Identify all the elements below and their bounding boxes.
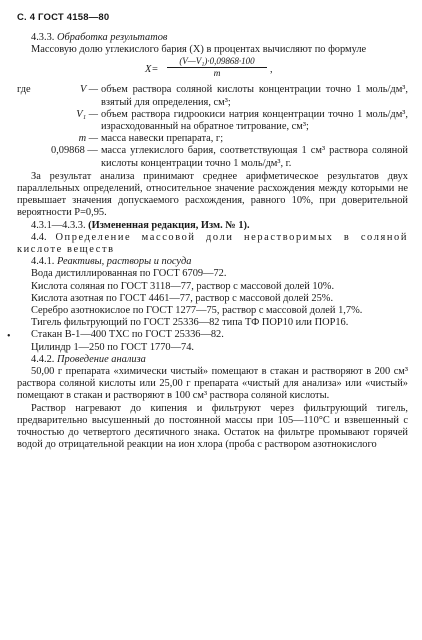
definition-symbol: m — bbox=[78, 133, 98, 145]
definition-row bbox=[17, 84, 408, 108]
definition-text: объем раствора соляной кислоты концентрации точно 1 моль/дм³, взятый для определения, см³; bbox=[101, 84, 408, 108]
reagent-item: Цилиндр 1—250 по ГОСТ 1770—74. bbox=[31, 341, 194, 353]
reagent-item: Тигель фильтрующий по ГОСТ 25336—82 типа ТФ ПОР10 или ПОР16. bbox=[31, 317, 349, 329]
definition-row bbox=[17, 109, 408, 133]
section-number: 4.4.1. bbox=[31, 256, 55, 268]
reagent-item: Стакан В-1—400 ТХС по ГОСТ 25336—82. bbox=[31, 329, 224, 341]
page-header: С. 4 ГОСТ 4158—80 bbox=[17, 12, 110, 23]
definition-symbol: V₁ — bbox=[76, 108, 98, 120]
definition-text: масса навески препарата, г; bbox=[101, 133, 224, 145]
formula-intro: Массовую долю углекислого бария (X) в процентах вычисляют по формуле bbox=[31, 44, 367, 56]
amendment-range: 4.3.1—4.3.3. bbox=[31, 219, 86, 231]
amendment-note bbox=[17, 220, 408, 232]
section-title: Реактивы, растворы и посуда bbox=[57, 256, 192, 268]
definition-prefix bbox=[17, 133, 51, 145]
definition-text: масса углекислого бария, соответствующая 1 см³ раствора соляной кислоты концентрации точно 1 моль/дм³, г. bbox=[101, 145, 408, 169]
section-4-4-1-heading bbox=[17, 256, 408, 268]
procedure-paragraph: Раствор нагревают до кипения и фильтруют через фильтрующий тигель, предварительно высушенный до постоянной массы при 105—110°С и взвешенный с точностью до четвертого десятичного знака. Остаток на фильтре промывают горячей водой до отрицательной реакции на ион хлора (проба с раствором азотнокислого bbox=[17, 402, 408, 451]
reagent-item: Вода дистиллированная по ГОСТ 6709—72. bbox=[31, 268, 227, 280]
section-title: Определение массовой доли нерастворимых в соляной кислоте веществ bbox=[17, 231, 408, 256]
margin-mark: • bbox=[7, 331, 11, 342]
definition-row bbox=[17, 133, 408, 145]
reagent-item: Кислота соляная по ГОСТ 3118—77, раствор с массовой долей 10%. bbox=[31, 280, 335, 292]
reagent-item: Кислота азотная по ГОСТ 4461—77, раствор с массовой долей 25%. bbox=[31, 292, 334, 304]
formula-fraction bbox=[167, 56, 267, 79]
reagent-item: Серебро азотнокислое по ГОСТ 1277—75, раствор с массовой долей 1,7%. bbox=[31, 305, 363, 317]
formula-tail: , bbox=[270, 64, 273, 76]
section-4-4-2-heading bbox=[17, 354, 408, 366]
section-4-3-3-heading bbox=[17, 32, 408, 44]
formula-denominator: m bbox=[213, 69, 221, 80]
formula-lhs: X= bbox=[145, 64, 159, 76]
section-title: Проведение анализа bbox=[57, 353, 146, 365]
definition-prefix bbox=[17, 109, 51, 133]
definition-prefix bbox=[17, 145, 51, 169]
definition-prefix: где bbox=[17, 84, 31, 96]
section-number: 4.4.2. bbox=[31, 353, 55, 365]
definition-symbol: V — bbox=[80, 84, 98, 96]
section-title: Обработка результатов bbox=[57, 32, 168, 43]
procedure-paragraph: 50,00 г препарата «химически чистый» помещают в стакан и растворяют в 200 см³ раствора соляной кислоты или 25,00 г препарата «чистый для анализа» или «чистый» помещают в стакан и растворяют в 100 см³ раствора соляной кислоты. bbox=[17, 366, 408, 402]
definition-symbol: 0,09868 — bbox=[51, 145, 98, 157]
section-number: 4.3.3. bbox=[31, 32, 55, 43]
formula-numerator: (V—V₁)·0,09868·100 bbox=[167, 56, 267, 68]
definition-row bbox=[17, 145, 408, 169]
definition-text: объем раствора гидроокиси натрия концентрации точно 1 моль/дм³, израсходованный на обратное титрование, см³; bbox=[101, 108, 408, 133]
section-4-4-heading bbox=[17, 232, 408, 256]
result-paragraph: За результат анализа принимают среднее арифметическое результатов двух параллельных определений, относительное значение расхождения между которыми не превышает значения допускаемого расхождения, равного 10%, при доверительной вероятности P=0,95. bbox=[17, 170, 408, 219]
section-number: 4.4. bbox=[31, 231, 47, 243]
amendment-text: (Измененная редакция, Изм. № 1). bbox=[88, 219, 250, 231]
formula bbox=[17, 56, 408, 84]
